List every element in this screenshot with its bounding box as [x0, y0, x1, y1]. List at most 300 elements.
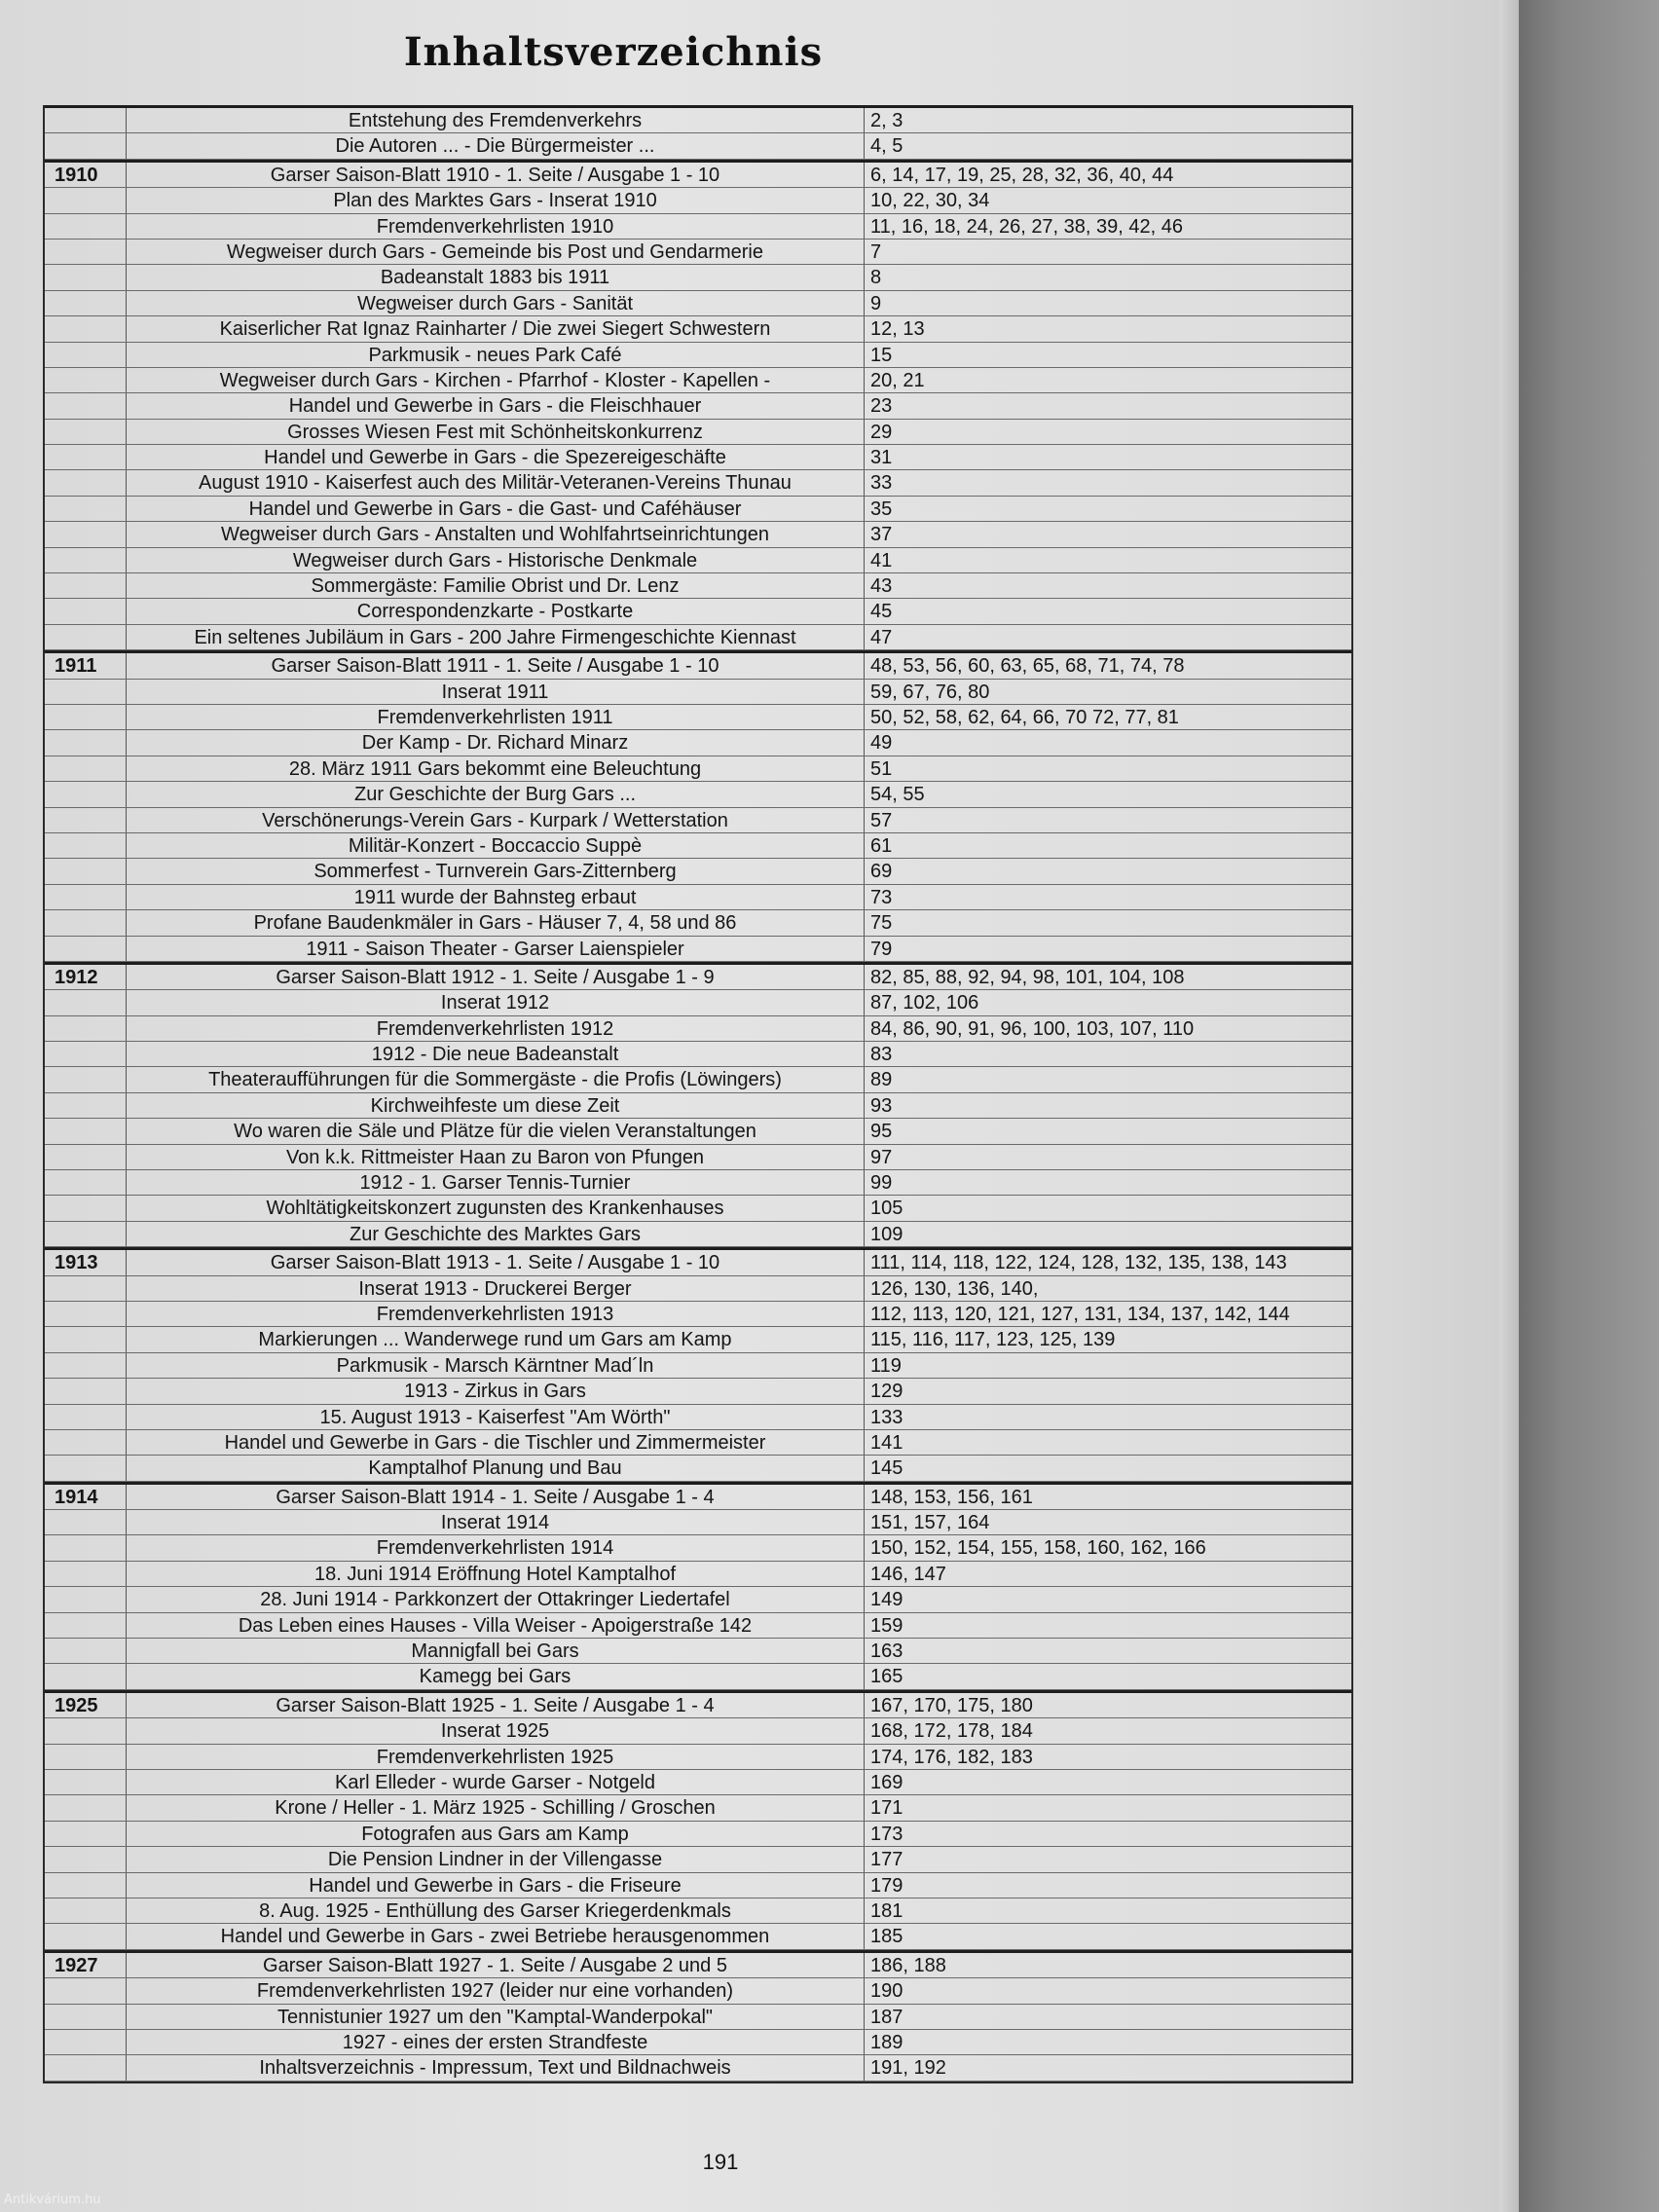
topic-cell: Parkmusik - Marsch Kärntner Mad´ln: [127, 1353, 865, 1378]
year-cell: [45, 782, 127, 806]
table-row: [45, 730, 1351, 756]
topic-cell: Fremdenverkehrlisten 1910: [127, 214, 865, 239]
table-row: [45, 368, 1351, 393]
table-row: [45, 1745, 1351, 1770]
table-row: [45, 1795, 1351, 1821]
year-cell: [45, 343, 127, 367]
pages-cell: 93: [870, 1094, 893, 1117]
table-row: [45, 965, 1351, 990]
topic-cell: Garser Saison-Blatt 1910 - 1. Seite / Ausgabe 1 - 10: [127, 163, 865, 187]
toc-section: [45, 1482, 1351, 1690]
pages-cell: 61: [870, 834, 893, 857]
table-row: [45, 2030, 1351, 2055]
topic-cell: Von k.k. Rittmeister Haan zu Baron von Pfungen: [127, 1145, 865, 1169]
pages-cell: 111, 114, 118, 122, 124, 128, 132, 135, 138, 143: [870, 1252, 1287, 1274]
year-cell: [45, 1899, 127, 1923]
year-cell: [45, 1379, 127, 1403]
pages-cell: 150, 152, 154, 155, 158, 160, 162, 166: [870, 1537, 1206, 1560]
table-row: [45, 910, 1351, 936]
year-cell: [45, 1978, 127, 2003]
topic-cell: 1913 - Zirkus in Gars: [127, 1379, 865, 1403]
table-row: [45, 1430, 1351, 1456]
pages-cell: 167, 170, 175, 180: [870, 1694, 1033, 1716]
year-cell: [45, 680, 127, 704]
table-row: [45, 420, 1351, 445]
year-cell: 1913: [45, 1250, 127, 1274]
topic-cell: Fremdenverkehrlisten 1913: [127, 1302, 865, 1326]
table-row: [45, 599, 1351, 624]
table-row: [45, 214, 1351, 240]
table-row: [45, 265, 1351, 290]
pages-cell: 35: [870, 498, 893, 520]
year-cell: [45, 730, 127, 755]
topic-cell: Garser Saison-Blatt 1913 - 1. Seite / Ausgabe 1 - 10: [127, 1250, 865, 1274]
topic-cell: Wegweiser durch Gars - Kirchen - Pfarrhof - Kloster - Kapellen -: [127, 368, 865, 392]
year-cell: [45, 470, 127, 495]
table-row: [45, 1613, 1351, 1639]
year-cell: [45, 133, 127, 158]
topic-cell: Inhaltsverzeichnis - Impressum, Text und Bildnachweis: [127, 2055, 865, 2080]
pages-cell: 87, 102, 106: [870, 992, 979, 1014]
year-cell: [45, 705, 127, 729]
year-cell: [45, 291, 127, 315]
pages-cell: 10, 22, 30, 34: [870, 190, 990, 212]
topic-cell: 28. Juni 1914 - Parkkonzert der Ottakringer Liedertafel: [127, 1587, 865, 1611]
topic-cell: Inserat 1912: [127, 990, 865, 1014]
toc-section: [45, 962, 1351, 1247]
topic-cell: Garser Saison-Blatt 1912 - 1. Seite / Ausgabe 1 - 9: [127, 965, 865, 989]
watermark: Antikvárium.hu: [4, 2193, 101, 2207]
year-cell: [45, 1430, 127, 1455]
topic-cell: 1927 - eines der ersten Strandfeste: [127, 2030, 865, 2054]
pages-cell: 29: [870, 421, 893, 443]
pages-cell: 47: [870, 626, 893, 648]
year-cell: [45, 1639, 127, 1663]
background-shadow: [1519, 0, 1659, 2212]
topic-cell: Entstehung des Fremdenverkehrs: [127, 108, 865, 132]
pages-cell: 148, 153, 156, 161: [870, 1486, 1033, 1508]
pages-cell: 12, 13: [870, 318, 925, 341]
pages-cell: 4, 5: [870, 135, 903, 158]
toc-section: [45, 1247, 1351, 1482]
table-row: [45, 1327, 1351, 1352]
topic-cell: Wohltätigkeitskonzert zugunsten des Krankenhauses: [127, 1196, 865, 1220]
table-row: [45, 1196, 1351, 1221]
pages-cell: 185: [870, 1926, 903, 1948]
table-row: [45, 1693, 1351, 1718]
topic-cell: Fremdenverkehrlisten 1912: [127, 1016, 865, 1041]
pages-cell: 112, 113, 120, 121, 127, 131, 134, 137, 142, 144: [870, 1303, 1290, 1325]
table-row: [45, 1016, 1351, 1042]
topic-cell: Zur Geschichte der Burg Gars ...: [127, 782, 865, 806]
toc-section: [45, 1690, 1351, 1950]
topic-cell: Wo waren die Säle und Plätze für die vielen Veranstaltungen: [127, 1119, 865, 1143]
topic-cell: Wegweiser durch Gars - Sanität: [127, 291, 865, 315]
table-row: [45, 470, 1351, 496]
topic-cell: Zur Geschichte des Marktes Gars: [127, 1222, 865, 1246]
pages-cell: 43: [870, 575, 893, 598]
topic-cell: Handel und Gewerbe in Gars - die Tischler und Zimmermeister: [127, 1430, 865, 1455]
table-row: [45, 937, 1351, 962]
pages-cell: 129: [870, 1381, 903, 1403]
page-edge: [1499, 0, 1519, 2212]
pages-cell: 146, 147: [870, 1563, 946, 1585]
year-cell: [45, 1664, 127, 1688]
toc-section: [45, 160, 1351, 650]
year-cell: 1911: [45, 653, 127, 678]
pages-cell: 168, 172, 178, 184: [870, 1720, 1033, 1743]
year-cell: [45, 1587, 127, 1611]
year-cell: 1912: [45, 965, 127, 989]
table-row: [45, 1145, 1351, 1170]
topic-cell: 18. Juni 1914 Eröffnung Hotel Kamptalhof: [127, 1562, 865, 1586]
topic-cell: Handel und Gewerbe in Gars - die Friseure: [127, 1873, 865, 1898]
table-row: [45, 1042, 1351, 1067]
pages-cell: 73: [870, 886, 893, 908]
pages-cell: 69: [870, 861, 893, 883]
pages-cell: 179: [870, 1874, 903, 1897]
year-cell: [45, 445, 127, 469]
year-cell: 1927: [45, 1953, 127, 1977]
topic-cell: Handel und Gewerbe in Gars - die Gast- und Caféhäuser: [127, 497, 865, 521]
table-row: [45, 343, 1351, 368]
table-row: [45, 705, 1351, 730]
pages-cell: 49: [870, 732, 893, 755]
topic-cell: Handel und Gewerbe in Gars - die Fleischhauer: [127, 393, 865, 418]
year-cell: [45, 368, 127, 392]
table-row: [45, 625, 1351, 650]
toc-section: [45, 105, 1351, 160]
pages-cell: 15: [870, 344, 893, 366]
table-row: [45, 1250, 1351, 1275]
pages-cell: 41: [870, 549, 893, 571]
table-row: [45, 2005, 1351, 2030]
year-cell: [45, 1067, 127, 1091]
topic-cell: 1911 wurde der Bahnsteg erbaut: [127, 885, 865, 909]
topic-cell: Correspondenzkarte - Postkarte: [127, 599, 865, 623]
year-cell: [45, 548, 127, 572]
pages-cell: 2, 3: [870, 110, 903, 131]
table-row: [45, 573, 1351, 599]
topic-cell: Badeanstalt 1883 bis 1911: [127, 265, 865, 289]
pages-cell: 82, 85, 88, 92, 94, 98, 101, 104, 108: [870, 966, 1185, 988]
topic-cell: Die Autoren ... - Die Bürgermeister ...: [127, 133, 865, 158]
pages-cell: 99: [870, 1172, 893, 1195]
table-row: [45, 1093, 1351, 1119]
page-title: Inhaltsverzeichnis: [403, 29, 824, 75]
year-cell: [45, 1302, 127, 1326]
table-row: [45, 240, 1351, 265]
year-cell: [45, 1770, 127, 1794]
pages-cell: 163: [870, 1641, 903, 1663]
year-cell: [45, 1119, 127, 1143]
year-cell: 1914: [45, 1485, 127, 1509]
table-row: [45, 1067, 1351, 1092]
table-row: [45, 548, 1351, 573]
table-row: [45, 1485, 1351, 1510]
pages-cell: 95: [870, 1121, 893, 1143]
table-row: [45, 1639, 1351, 1664]
year-cell: [45, 1510, 127, 1534]
table-row: [45, 108, 1351, 133]
year-cell: [45, 2030, 127, 2054]
table-row: [45, 1276, 1351, 1302]
year-cell: [45, 1222, 127, 1246]
table-row: [45, 2055, 1351, 2081]
table-of-contents: [43, 105, 1353, 2083]
table-row: [45, 1899, 1351, 1924]
topic-cell: Plan des Marktes Gars - Inserat 1910: [127, 188, 865, 212]
pages-cell: 20, 21: [870, 369, 925, 391]
table-row: [45, 522, 1351, 547]
year-cell: [45, 1145, 127, 1169]
year-cell: [45, 1016, 127, 1041]
table-row: [45, 1510, 1351, 1535]
pages-cell: 48, 53, 56, 60, 63, 65, 68, 71, 74, 78: [870, 655, 1185, 678]
pages-cell: 51: [870, 757, 893, 780]
year-cell: [45, 990, 127, 1014]
year-cell: [45, 859, 127, 883]
topic-cell: Inserat 1925: [127, 1718, 865, 1743]
table-row: [45, 1119, 1351, 1144]
topic-cell: Tennistunier 1927 um den "Kamptal-Wanderpokal": [127, 2005, 865, 2029]
pages-cell: 151, 157, 164: [870, 1512, 990, 1534]
pages-cell: 159: [870, 1614, 903, 1637]
toc-section: [45, 650, 1351, 962]
topic-cell: 1912 - Die neue Badeanstalt: [127, 1042, 865, 1066]
pages-cell: 145: [870, 1457, 903, 1480]
year-cell: [45, 316, 127, 341]
topic-cell: Grosses Wiesen Fest mit Schönheitskonkurrenz: [127, 420, 865, 444]
table-row: [45, 1924, 1351, 1949]
year-cell: [45, 1196, 127, 1220]
table-row: [45, 316, 1351, 342]
topic-cell: Fotografen aus Gars am Kamp: [127, 1822, 865, 1846]
year-cell: [45, 937, 127, 961]
pages-cell: 189: [870, 2031, 903, 2053]
topic-cell: Kamptalhof Planung und Bau: [127, 1456, 865, 1480]
pages-cell: 57: [870, 809, 893, 831]
pages-cell: 177: [870, 1849, 903, 1871]
topic-cell: Kirchweihfeste um diese Zeit: [127, 1093, 865, 1118]
topic-cell: Handel und Gewerbe in Gars - zwei Betriebe herausgenommen: [127, 1924, 865, 1948]
table-row: [45, 188, 1351, 213]
topic-cell: Profane Baudenkmäler in Gars - Häuser 7, 4, 58 und 86: [127, 910, 865, 935]
table-row: [45, 1222, 1351, 1247]
year-cell: [45, 1170, 127, 1195]
pages-cell: 6, 14, 17, 19, 25, 28, 32, 36, 40, 44: [870, 164, 1174, 186]
pages-cell: 79: [870, 938, 893, 960]
table-row: [45, 1170, 1351, 1196]
table-row: [45, 1379, 1351, 1404]
topic-cell: Fremdenverkehrlisten 1911: [127, 705, 865, 729]
year-cell: [45, 808, 127, 832]
pages-cell: 54, 55: [870, 784, 925, 806]
topic-cell: Inserat 1914: [127, 1510, 865, 1534]
pages-cell: 126, 130, 136, 140,: [870, 1277, 1039, 1300]
table-row: [45, 497, 1351, 522]
table-row: [45, 1847, 1351, 1872]
year-cell: [45, 1745, 127, 1769]
topic-cell: Verschönerungs-Verein Gars - Kurpark / Wetterstation: [127, 808, 865, 832]
pages-cell: 115, 116, 117, 123, 125, 139: [870, 1329, 1116, 1351]
pages-cell: 9: [870, 292, 882, 314]
pages-cell: 33: [870, 472, 893, 495]
year-cell: [45, 265, 127, 289]
table-row: [45, 1873, 1351, 1899]
topic-cell: Garser Saison-Blatt 1914 - 1. Seite / Ausgabe 1 - 4: [127, 1485, 865, 1509]
topic-cell: Sommerfest - Turnverein Gars-Zitternberg: [127, 859, 865, 883]
table-row: [45, 1353, 1351, 1379]
pages-cell: 181: [870, 1899, 903, 1922]
table-row: [45, 1562, 1351, 1587]
year-cell: [45, 1873, 127, 1898]
topic-cell: August 1910 - Kaiserfest auch des Militär-Veteranen-Vereins Thunau: [127, 470, 865, 495]
pages-cell: 89: [870, 1069, 893, 1091]
year-cell: [45, 1822, 127, 1846]
topic-cell: Theateraufführungen für die Sommergäste - die Profis (Löwingers): [127, 1067, 865, 1091]
year-cell: [45, 393, 127, 418]
pages-cell: 97: [870, 1146, 893, 1168]
topic-cell: 28. März 1911 Gars bekommt eine Beleuchtung: [127, 756, 865, 781]
topic-cell: Parkmusik - neues Park Café: [127, 343, 865, 367]
page-number: 191: [702, 2150, 739, 2174]
topic-cell: Wegweiser durch Gars - Anstalten und Wohlfahrtseinrichtungen: [127, 522, 865, 546]
year-cell: [45, 625, 127, 649]
year-cell: [45, 1405, 127, 1429]
year-cell: [45, 910, 127, 935]
table-row: [45, 1664, 1351, 1689]
table-row: [45, 1953, 1351, 1978]
topic-cell: Fremdenverkehrlisten 1925: [127, 1745, 865, 1769]
pages-cell: 84, 86, 90, 91, 96, 100, 103, 107, 110: [870, 1017, 1195, 1040]
topic-cell: Inserat 1913 - Druckerei Berger: [127, 1276, 865, 1301]
pages-cell: 23: [870, 395, 893, 418]
pages-cell: 187: [870, 2006, 903, 2028]
topic-cell: Inserat 1911: [127, 680, 865, 704]
toc-section: [45, 1950, 1351, 2082]
year-cell: [45, 1093, 127, 1118]
pages-cell: 7: [870, 240, 882, 263]
year-cell: [45, 833, 127, 858]
topic-cell: Kaiserlicher Rat Ignaz Rainharter / Die zwei Siegert Schwestern: [127, 316, 865, 341]
topic-cell: Fremdenverkehrlisten 1927 (leider nur eine vorhanden): [127, 1978, 865, 2003]
topic-cell: Fremdenverkehrlisten 1914: [127, 1535, 865, 1560]
pages-cell: 174, 176, 182, 183: [870, 1746, 1033, 1768]
table-row: [45, 163, 1351, 188]
table-row: [45, 680, 1351, 705]
year-cell: [45, 108, 127, 132]
pages-cell: 11, 16, 18, 24, 26, 27, 38, 39, 42, 46: [870, 215, 1183, 238]
pages-cell: 109: [870, 1223, 903, 1245]
year-cell: [45, 1327, 127, 1351]
year-cell: [45, 1562, 127, 1586]
topic-cell: Ein seltenes Jubiläum in Gars - 200 Jahre Firmengeschichte Kiennast: [127, 625, 865, 649]
year-cell: 1910: [45, 163, 127, 187]
topic-cell: Das Leben eines Hauses - Villa Weiser - Apoigerstraße 142: [127, 1613, 865, 1638]
pages-cell: 165: [870, 1666, 903, 1688]
pages-cell: 171: [870, 1797, 903, 1820]
table-row: [45, 445, 1351, 470]
year-cell: [45, 1718, 127, 1743]
pages-cell: 186, 188: [870, 1954, 946, 1976]
table-row: [45, 1302, 1351, 1327]
pages-cell: 191, 192: [870, 2057, 946, 2080]
pages-cell: 173: [870, 1823, 903, 1845]
topic-cell: Kamegg bei Gars: [127, 1664, 865, 1688]
topic-cell: Sommergäste: Familie Obrist und Dr. Lenz: [127, 573, 865, 598]
topic-cell: Wegweiser durch Gars - Gemeinde bis Post und Gendarmerie: [127, 240, 865, 264]
topic-cell: Die Pension Lindner in der Villengasse: [127, 1847, 865, 1871]
table-row: [45, 990, 1351, 1015]
table-row: [45, 1587, 1351, 1612]
topic-cell: Handel und Gewerbe in Gars - die Spezereigeschäfte: [127, 445, 865, 469]
table-row: [45, 1718, 1351, 1744]
year-cell: [45, 573, 127, 598]
year-cell: [45, 1276, 127, 1301]
topic-cell: Mannigfall bei Gars: [127, 1639, 865, 1663]
table-row: [45, 133, 1351, 159]
pages-cell: 45: [870, 601, 893, 623]
year-cell: [45, 1353, 127, 1378]
year-cell: [45, 1924, 127, 1948]
table-row: [45, 653, 1351, 679]
table-row: [45, 1535, 1351, 1561]
year-cell: [45, 599, 127, 623]
pages-cell: 50, 52, 58, 62, 64, 66, 70 72, 77, 81: [870, 706, 1179, 728]
year-cell: [45, 214, 127, 239]
pages-cell: 31: [870, 447, 893, 469]
year-cell: 1925: [45, 1693, 127, 1717]
topic-cell: 15. August 1913 - Kaiserfest "Am Wörth": [127, 1405, 865, 1429]
pages-cell: 149: [870, 1589, 903, 1611]
pages-cell: 133: [870, 1406, 903, 1428]
topic-cell: 1911 - Saison Theater - Garser Laienspieler: [127, 937, 865, 961]
table-row: [45, 756, 1351, 782]
year-cell: [45, 1847, 127, 1871]
year-cell: [45, 497, 127, 521]
year-cell: [45, 756, 127, 781]
topic-cell: Garser Saison-Blatt 1911 - 1. Seite / Ausgabe 1 - 10: [127, 653, 865, 678]
table-row: [45, 1770, 1351, 1795]
topic-cell: Der Kamp - Dr. Richard Minarz: [127, 730, 865, 755]
pages-cell: 141: [870, 1431, 903, 1454]
table-row: [45, 1822, 1351, 1847]
topic-cell: Karl Elleder - wurde Garser - Notgeld: [127, 1770, 865, 1794]
table-row: [45, 859, 1351, 884]
pages-cell: 190: [870, 1980, 903, 2003]
year-cell: [45, 522, 127, 546]
table-row: [45, 782, 1351, 807]
table-row: [45, 833, 1351, 859]
pages-cell: 83: [870, 1044, 893, 1066]
pages-cell: 75: [870, 912, 893, 935]
year-cell: [45, 1042, 127, 1066]
pages-cell: 59, 67, 76, 80: [870, 681, 990, 703]
topic-cell: Garser Saison-Blatt 1925 - 1. Seite / Ausgabe 1 - 4: [127, 1693, 865, 1717]
topic-cell: Markierungen ... Wanderwege rund um Gars am Kamp: [127, 1327, 865, 1351]
year-cell: [45, 1795, 127, 1820]
topic-cell: Krone / Heller - 1. März 1925 - Schilling / Groschen: [127, 1795, 865, 1820]
year-cell: [45, 188, 127, 212]
year-cell: [45, 1535, 127, 1560]
table-row: [45, 1405, 1351, 1430]
year-cell: [45, 240, 127, 264]
year-cell: [45, 2005, 127, 2029]
table-row: [45, 808, 1351, 833]
pages-cell: 37: [870, 524, 893, 546]
year-cell: [45, 885, 127, 909]
